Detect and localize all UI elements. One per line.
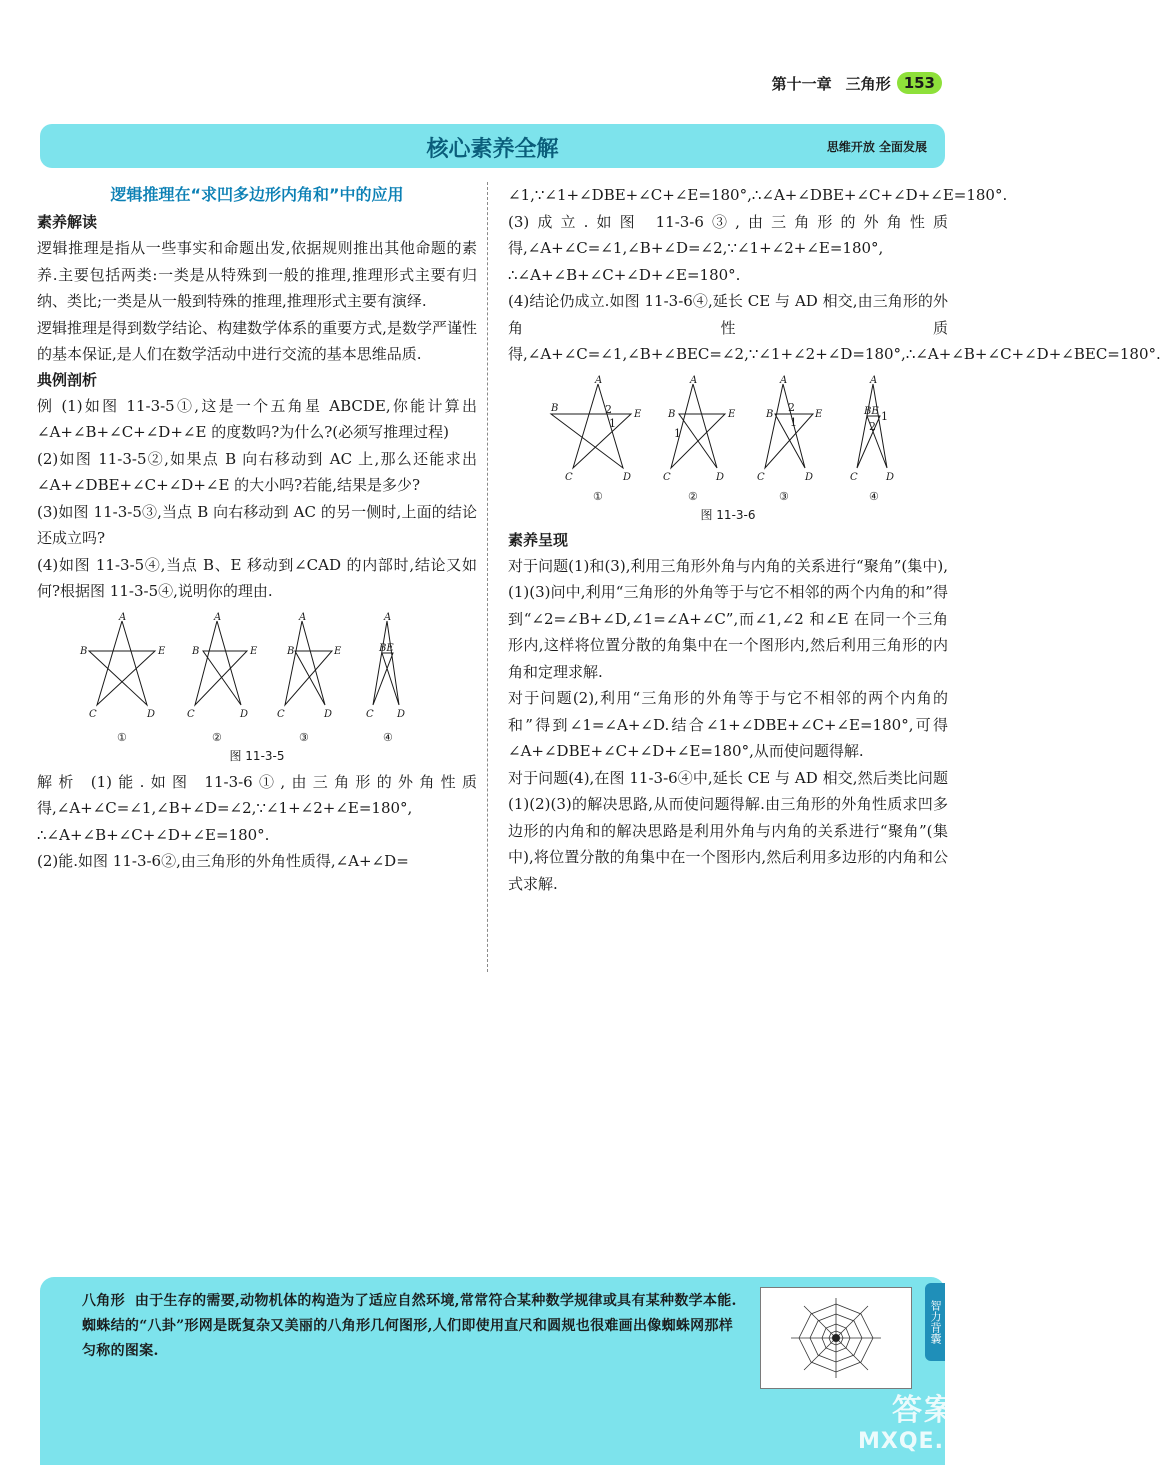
figure-11-3-6-drawing [543, 376, 913, 504]
fig6-1-number: ① [593, 489, 603, 503]
star-4 [373, 621, 399, 705]
fig4-label-d: D [397, 708, 406, 720]
fig4-label-a: A [384, 611, 392, 623]
interpretation-paragraph-2: 逻辑推理是得到数学结论、构建数学体系的重要方式,是数学严谨性的基本保证,是人们在数学活动中进行交流的基本思维品质. [37, 318, 477, 363]
column-divider [487, 182, 488, 972]
presentation-paragraph-3: 对于问题(4),在图 11-3-6④中,延长 CE 与 AD 相交,然后类比问题(1)(2)(3)的解决思路,从而使问题得解.由三角形的外角性质求凹多边形的内角和的解决思路是利用外角与内角的关系进行“聚角”(集中),将位置分散的角集中在一个图形内,然后利用多边形的内角和公式求解. [508, 768, 948, 893]
right-column [508, 182, 1161, 897]
star-6-2 [671, 384, 725, 468]
fig6-2-number: ② [688, 489, 698, 503]
star-3 [285, 621, 332, 705]
figure-11-3-5-caption: 图 11-3-5 [229, 748, 285, 763]
fig3-label-b: B [287, 645, 295, 657]
fig6-4-angle-2: 2 [869, 419, 876, 433]
watermark-url: MXQE.COM [858, 1429, 1004, 1454]
section-banner [40, 124, 945, 168]
fig2-number: ② [212, 730, 222, 744]
knowledge-term: 八角形 [82, 1293, 125, 1309]
fig6-4-label-c: C [850, 471, 858, 483]
fig3-number: ③ [299, 730, 309, 744]
fig4-number: ④ [383, 730, 393, 744]
example-question-2: (2)如图 11-3-5②,如果点 B 向右移动到 AC 上,那么还能求出∠A+∠DBE+∠C+∠D+∠E 的大小吗?若能,结果是多少? [37, 449, 477, 494]
star-6-3 [765, 384, 813, 468]
fig1-label-d: D [147, 708, 156, 720]
star-2 [195, 621, 247, 705]
fig6-1-angle-2: 2 [605, 402, 612, 416]
fig2-label-c: C [187, 708, 195, 720]
example-heading: 典例剖析 [37, 370, 98, 389]
figure-11-3-6 [508, 376, 948, 524]
fig6-4-label-d: D [886, 471, 895, 483]
fig4-label-c: C [366, 708, 374, 720]
fig6-3-angle-2: 2 [788, 400, 795, 414]
left-column [37, 182, 477, 875]
fig6-3-label-c: C [757, 471, 765, 483]
example-question-3: (3)如图 11-3-5③,当点 B 向右移动到 AC 的另一侧时,上面的结论还成立吗? [37, 502, 477, 547]
star-1 [89, 621, 155, 705]
fig1-label-c: C [89, 708, 97, 720]
watermark-text: 答案圈 [892, 1393, 988, 1428]
fig2-label-b: B [192, 645, 200, 657]
fig2-label-e: E [250, 645, 258, 657]
fig6-1-label-e: E [634, 408, 642, 420]
fig3-label-c: C [277, 708, 285, 720]
fig6-3-angle-1: 1 [790, 415, 797, 429]
presentation-heading: 素养呈现 [508, 530, 569, 549]
example-question-1: 例 (1)如图 11-3-5①,这是一个五角星 ABCDE,你能计算出∠A+∠B+∠C+∠D+∠E 的度数吗?为什么?(必须写推理过程) [37, 396, 477, 441]
fig6-4-label-a: A [870, 374, 878, 386]
fig1-label-b: B [80, 645, 88, 657]
fig6-4-number: ④ [869, 489, 879, 503]
banner-slogan: 思维开放 全面发展 [826, 140, 927, 154]
fig6-3-number: ③ [779, 489, 789, 503]
knowledge-text-block [82, 1289, 744, 1364]
chapter-label: 第十一章 [771, 74, 832, 93]
fig6-2-label-c: C [663, 471, 671, 483]
spider-web-icon [761, 1288, 911, 1388]
analysis-line-6: (4)结论仍成立.如图 11-3-6④,延长 CE 与 AD 相交,由三角形的外角性质得,∠A+∠C=∠1,∠B+∠BEC=∠2,∵∠1+∠2+∠D=180°,∴∠A+∠B+∠C+∠D+∠BEC=180°. [508, 292, 1161, 363]
figure-11-3-5-drawing [77, 613, 437, 745]
fig3-label-a: A [299, 611, 307, 623]
analysis-line-3: (2)能.如图 11-3-6②,由三角形的外角性质得,∠A+∠D= [37, 852, 409, 870]
interpretation-paragraph-1: 逻辑推理是指从一些事实和命题出发,依据规则推出其他命题的素养.主要包括两类:一类是从特殊到一般的推理,推理形式主要有归纳、类比;一类是从一般到特殊的推理,推理形式主要有演绎. [37, 239, 477, 310]
spider-web-image [760, 1287, 912, 1389]
fig6-2-label-d: D [716, 471, 725, 483]
section-title: 逻辑推理在“求凹多边形内角和”中的应用 [110, 185, 404, 204]
figure-11-3-6-caption: 图 11-3-6 [700, 507, 756, 522]
fig3-label-e: E [334, 645, 342, 657]
page-number: 153 [897, 72, 942, 94]
fig6-2-label-e: E [728, 408, 736, 420]
side-tab-label: 智力背囊 [925, 1283, 945, 1361]
fig6-4-angle-1: 1 [881, 409, 888, 423]
fig2-label-a: A [214, 611, 222, 623]
presentation-paragraph-1: 对于问题(1)和(3),利用三角形外角与内角的关系进行“聚角”(集中),(1)(3)问中,利用“三角形的外角等于与它不相邻的两个内角的和”得到“∠2=∠B+∠D,∠1=∠A+∠C”,而∠1,∠2 和∠E 在同一个三角形内,这样将位置分散的角集中在一个图形内,然后利用三角形的内角和定理求解. [508, 556, 948, 681]
knowledge-text: 由于生存的需要,动物机体的构造为了适应自然环境,常常符合某种数学规律或具有某种数学本能.蜘蛛结的“八卦”形网是既复杂又美丽的八角形几何图形,人们即使用直尺和圆规也很难画出像蜘蛛网那样匀称的图案. [82, 1293, 737, 1359]
page-header [772, 70, 942, 96]
fig6-2-angle-1: 1 [674, 426, 681, 440]
fig6-3-label-a: A [780, 374, 788, 386]
fig1-label-e: E [158, 645, 166, 657]
presentation-paragraph-2: 对于问题(2),利用“三角形的外角等于与它不相邻的两个内角的和”得到∠1=∠A+∠D.结合∠1+∠DBE+∠C+∠E=180°,可得∠A+∠DBE+∠C+∠D+∠E=180°,从而使问题得解. [508, 689, 948, 760]
fig2-label-d: D [240, 708, 249, 720]
example-question-4: (4)如图 11-3-5④,当点 B、E 移动到∠CAD 的内部时,结论又如何?根据图 11-3-5④,说明你的理由. [37, 555, 477, 600]
fig6-3-label-e: E [815, 408, 823, 420]
fig6-2-label-b: B [668, 408, 676, 420]
figure-11-3-5 [37, 613, 477, 765]
fig6-1-label-b: B [551, 402, 559, 414]
star-6-1 [551, 384, 631, 468]
fig6-1-label-c: C [565, 471, 573, 483]
fig6-1-angle-1: 1 [609, 416, 616, 430]
interpretation-heading: 素养解读 [37, 213, 98, 231]
analysis-line-1: 解析 (1)能.如图 11-3-6①,由三角形的外角性质得,∠A+∠C=∠1,∠B+∠D=∠2,∵∠1+∠2+∠E=180°, [37, 772, 477, 817]
fig1-number: ① [117, 730, 127, 744]
fig6-1-label-d: D [623, 471, 632, 483]
fig6-2-label-a: A [690, 374, 698, 386]
fig6-3-label-d: D [805, 471, 814, 483]
fig3-label-d: D [324, 708, 333, 720]
knowledge-box [40, 1277, 945, 1465]
banner-title: 核心素养全解 [426, 137, 559, 162]
fig6-1-label-a: A [595, 374, 603, 386]
watermark [858, 1385, 1004, 1454]
fig6-4-label-be: BE [864, 405, 879, 417]
analysis-line-4: (3)成立.如图 11-3-6③,由三角形的外角性质得,∠A+∠C=∠1,∠B+∠D=∠2,∵∠1+∠2+∠E=180°, [508, 212, 948, 257]
fig1-label-a: A [119, 611, 127, 623]
analysis-continued: ∠1,∵∠1+∠DBE+∠C+∠E=180°,∴∠A+∠DBE+∠C+∠D+∠E=180°. [508, 186, 1008, 204]
analysis-line-2: ∴∠A+∠B+∠C+∠D+∠E=180°. [37, 825, 270, 844]
analysis-line-5: ∴∠A+∠B+∠C+∠D+∠E=180°. [508, 265, 741, 284]
subject-label: 三角形 [845, 74, 891, 93]
fig6-3-label-b: B [766, 408, 774, 420]
fig4-label-be: BE [379, 642, 394, 654]
